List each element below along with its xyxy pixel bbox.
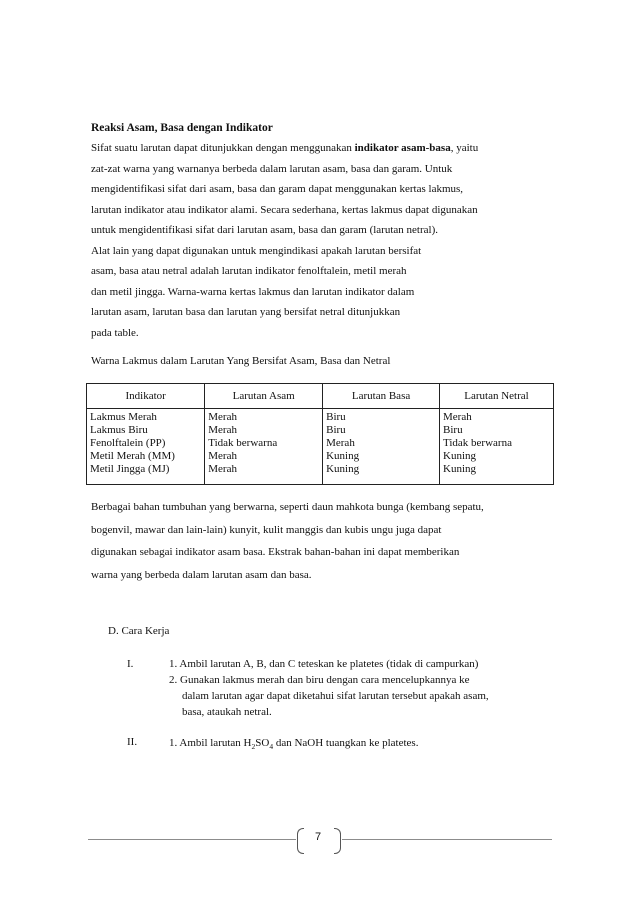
column-header: Indikator xyxy=(87,384,205,409)
column-header: Larutan Basa xyxy=(323,384,440,409)
paragraph-line: Berbagai bahan tumbuhan yang berwarna, seperti daun mahkota bunga (kembang sepatu, xyxy=(91,501,484,513)
procedure-step: basa, ataukah netral. xyxy=(182,706,272,718)
table-caption: Warna Lakmus dalam Larutan Yang Bersifat Asam, Basa dan Netral xyxy=(91,355,391,367)
bold-term: indikator asam-basa xyxy=(354,142,451,154)
column-header: Larutan Netral xyxy=(440,384,554,409)
cell-line: Merah xyxy=(208,463,237,475)
paragraph-line: larutan indikator atau indikator alami. Secara sederhana, kertas lakmus dapat digunakan xyxy=(91,203,478,216)
indicator-table xyxy=(86,383,554,485)
text-run: Sifat suatu larutan dapat ditunjukkan dengan menggunakan xyxy=(91,142,355,154)
procedure-step xyxy=(169,735,418,755)
paragraph-line: bogenvil, mawar dan lain-lain) kunyit, kulit manggis dan kubis ungu juga dapat xyxy=(91,523,442,536)
procedure-step: dalam larutan agar dapat diketahui sifat larutan tersebut apakah asam, xyxy=(182,690,489,702)
paragraph-line: pada table. xyxy=(91,326,139,339)
cell-line: Merah xyxy=(326,437,355,449)
acid-cell xyxy=(205,409,323,485)
cell-line: Tidak berwarna xyxy=(443,437,512,449)
table-header-row xyxy=(87,384,554,409)
cell-line: Merah xyxy=(208,450,237,462)
table-row xyxy=(87,409,554,485)
cell-line: Kuning xyxy=(443,463,477,475)
subscript: 2 xyxy=(251,742,256,752)
paragraph-line: digunakan sebagai indikator asam basa. Ekstrak bahan-bahan ini dapat memberikan xyxy=(91,546,460,558)
indicator-cell xyxy=(87,409,205,485)
footer-rule xyxy=(342,839,552,840)
neutral-cell xyxy=(440,409,554,485)
paragraph-line: warna yang berbeda dalam larutan asam dan basa. xyxy=(91,568,312,581)
cell-line: Metil Merah (MM) xyxy=(90,450,175,462)
paragraph-line: asam, basa atau netral adalah larutan indikator fenolftalein, metil merah xyxy=(91,265,407,277)
cell-line: Kuning xyxy=(326,450,360,462)
cell-line: Kuning xyxy=(443,450,477,462)
paragraph-line: dan metil jingga. Warna-warna kertas lakmus dan larutan indikator dalam xyxy=(91,285,415,298)
right-bracket-icon xyxy=(334,828,341,854)
intro-paragraph xyxy=(91,138,547,343)
cell-line: Biru xyxy=(443,424,463,436)
cell-line: Tidak berwarna xyxy=(208,437,278,449)
cell-line: Merah xyxy=(208,411,237,423)
paragraph-line: untuk mengidentifikasi sifat dari larutan asam, basa dan garam (larutan netral). xyxy=(91,224,438,236)
paragraph-line: mengidentifikasi sifat dari asam, basa dan garam dapat menggunakan kertas lakmus, xyxy=(91,183,464,195)
cell-line: Biru xyxy=(326,424,346,436)
text-run: , yaitu xyxy=(450,142,479,154)
cell-line: Lakmus Biru xyxy=(90,424,148,436)
column-header: Larutan Asam xyxy=(205,384,323,409)
procedure-step: 1. Ambil larutan A, B, dan C teteskan ke platetes (tidak di campurkan) xyxy=(169,658,479,670)
paragraph-line xyxy=(91,138,547,159)
text-run: SO xyxy=(255,737,270,749)
text-run: dan NaOH tuangkan ke platetes. xyxy=(273,737,419,749)
plant-indicator-paragraph xyxy=(91,496,547,586)
paragraph-line: zat-zat warna yang warnanya berbeda dalam larutan asam, basa dan garam. Untuk xyxy=(91,162,453,175)
cell-line: Merah xyxy=(208,424,237,436)
cell-line: Biru xyxy=(326,411,346,423)
procedure-step: 2. Gunakan lakmus merah dan biru dengan cara mencelupkannya ke xyxy=(169,674,470,686)
section-heading: Reaksi Asam, Basa dengan Indikator xyxy=(91,122,273,134)
paragraph-line: larutan asam, larutan basa dan larutan yang bersifat netral ditunjukkan xyxy=(91,306,401,318)
cell-line: Metil Jingga (MJ) xyxy=(90,463,170,475)
text-run: 1. Ambil larutan H xyxy=(169,737,252,749)
paragraph-line: Alat lain yang dapat digunakan untuk mengindikasi apakah larutan bersifat xyxy=(91,244,422,257)
subscript: 4 xyxy=(269,742,274,752)
cell-line: Merah xyxy=(443,411,472,423)
cell-line: Fenolftalein (PP) xyxy=(90,437,166,449)
step-number: I. xyxy=(127,658,134,670)
section-title: D. Cara Kerja xyxy=(108,625,170,637)
page-number: 7 xyxy=(314,831,322,843)
step-number: II. xyxy=(127,736,138,748)
footer-rule xyxy=(88,839,296,840)
cell-line: Lakmus Merah xyxy=(90,411,157,423)
cell-line: Kuning xyxy=(326,463,360,475)
base-cell xyxy=(323,409,440,485)
